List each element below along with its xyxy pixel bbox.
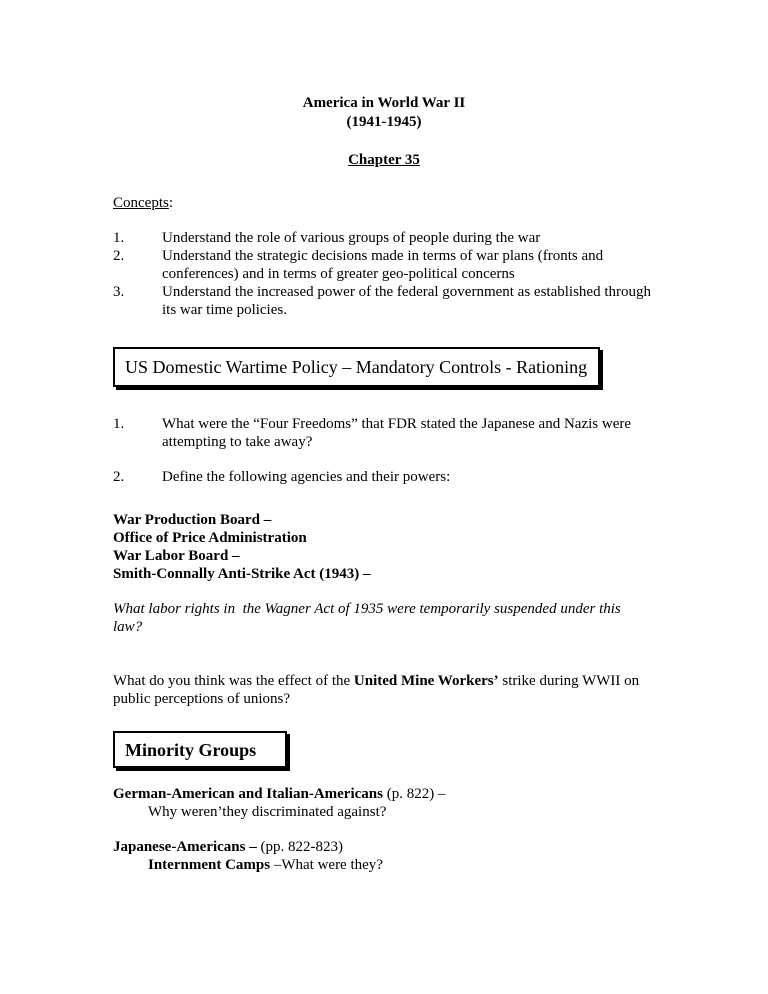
concept-text: conferences) and in terms of greater geo-political concerns [162,266,515,282]
wagner-act-question: What labor rights in the Wagner Act of 1935 were temporarily suspended under this [113,601,621,617]
mine-workers-question: What do you think was the effect of the United Mine Workers’ strike during WWII on [113,673,640,689]
list-number: 1. [113,230,125,246]
list-number: 2. [113,248,125,264]
agency-war-labor-board: War Labor Board – [113,548,240,564]
section-heading-box [113,347,600,387]
section-heading-box [113,731,287,768]
question-text: What were the “Four Freedoms” that FDR stated the Japanese and Nazis were [162,416,632,432]
concept-text: Understand the strategic decisions made in terms of war plans (fronts and [162,248,604,264]
section-heading: US Domestic Wartime Policy – Mandatory Controls - Rationing [125,357,588,377]
mine-workers-question-cont: public perceptions of unions? [113,691,291,707]
united-mine-workers: United Mine Workers’ [353,673,499,689]
agency-war-production-board: War Production Board – [113,512,272,528]
agency-smith-connally-act: Smith-Connally Anti-Strike Act (1943) – [113,566,371,582]
list-number: 3. [113,284,125,300]
internment-camps-question: Internment Camps –What were they? [148,857,383,873]
chapter-heading: Chapter 35 [348,152,420,168]
agency-office-price-administration: Office of Price Administration [113,530,307,546]
list-number: 2. [113,469,125,485]
concept-text: Understand the role of various groups of people during the war [162,230,541,246]
date-range: (1941-1945) [346,114,422,130]
page-title: America in World War II [302,95,466,111]
section-heading: Minority Groups [125,740,257,760]
japanese-americans: Japanese-Americans – (pp. 822-823) [113,839,343,855]
concept-text: its war time policies. [162,302,287,318]
question-text: attempting to take away? [162,434,313,450]
german-italian-question: Why weren’they discriminated against? [148,804,387,820]
concept-text: Understand the increased power of the federal government as established through [162,284,651,300]
wagner-act-question-cont: law? [113,619,143,635]
concepts-label: Concepts: [113,195,173,211]
german-italian-americans: German-American and Italian-Americans (p. 822) – [113,786,446,802]
list-number: 1. [113,416,125,432]
question-text: Define the following agencies and their powers: [162,469,451,485]
